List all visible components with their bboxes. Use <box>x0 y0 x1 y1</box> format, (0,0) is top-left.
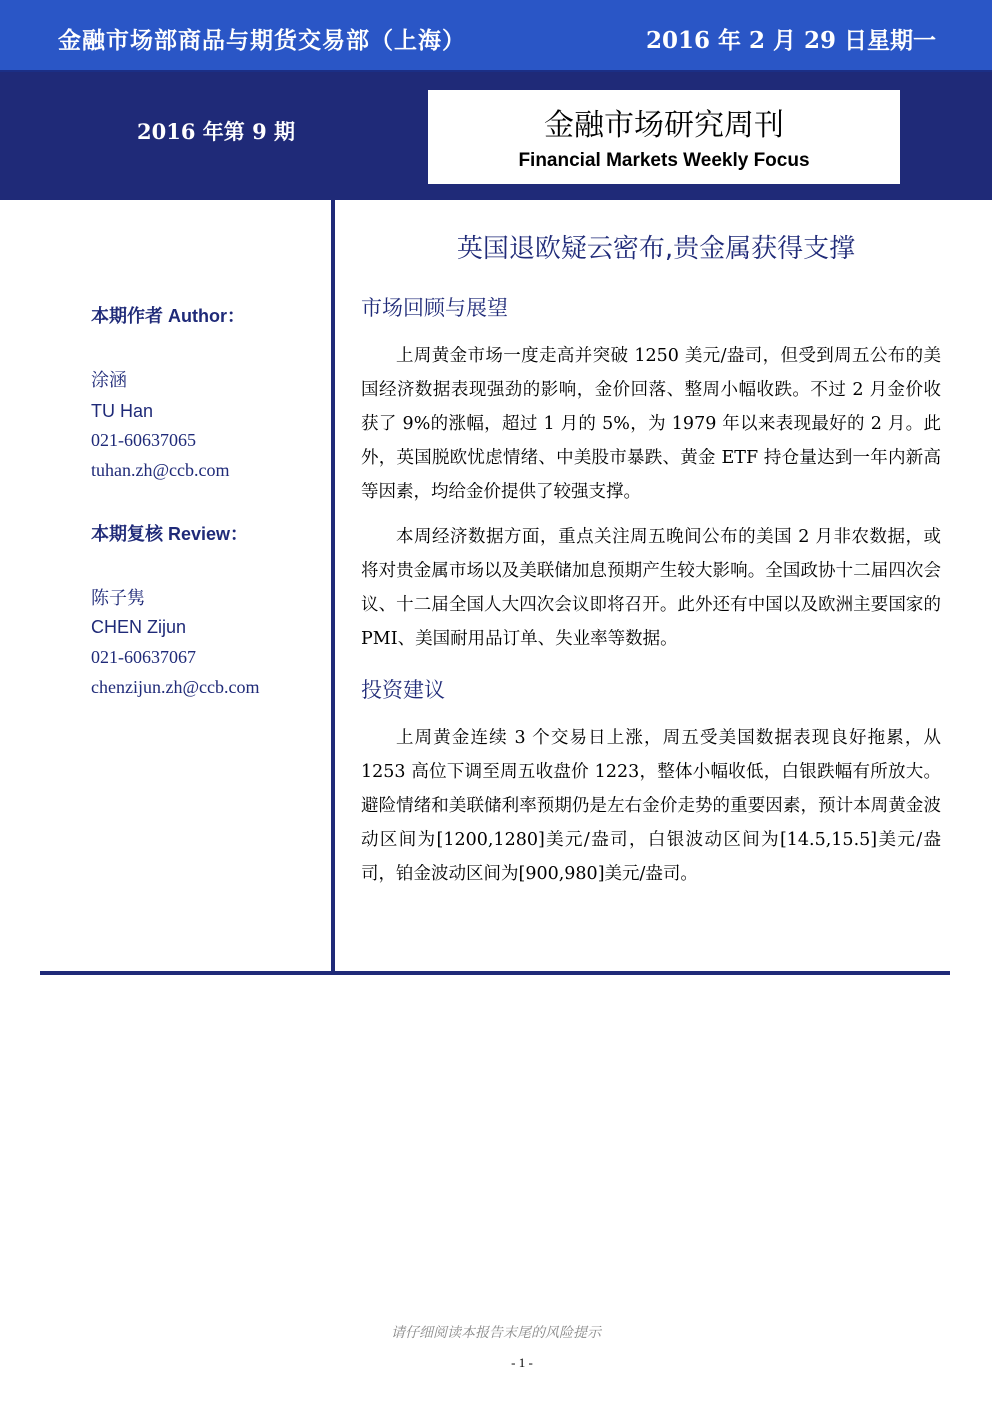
section-title-market-review: 市场回顾与展望 <box>361 296 508 320</box>
paragraph-market-review: 上周黄金市场一度走高并突破 1250 美元/盎司，但受到周五公布的美国经济数据表现强劲的影响，金价回落、整周小幅收跌。不过 2 月金价收获了 9%的涨幅，超过 1 月的 5%，为 1979 年以来表现最好的 2 月。此外，英国脱欧忧虑情绪、中美股市暴跌、黄金 ETF 持仓量达到一年内新高等因素，均给金价提供了较强支撑。 <box>361 346 941 502</box>
risk-notice: 请仔细阅读本报告末尾的风险提示 <box>391 1325 601 1341</box>
author-name-cn: 涂涵 <box>91 370 127 391</box>
author-heading <box>91 302 245 328</box>
paragraph-investment-advice: 上周黄金连续 3 个交易日上涨，周五受美国数据表现良好拖累，从 1253 高位下调至周五收盘价 1223，整体小幅收低，白银跌幅有所放大。避险情绪和美联储利率预期仍是左右金价走势的重要因素，预计本周黄金波动区间为[1200,1280]美元/盎司，白银波动区间为[14.5,15.5]美元/盎司，铂金波动区间为[900,980]美元/盎司。 <box>361 728 941 884</box>
review-heading-cn: 本期复核 <box>91 524 163 545</box>
article-body <box>361 228 941 884</box>
reviewer-phone: 021-60637067 <box>91 647 196 667</box>
publication-title-cn: 金融市场研究周刊 <box>544 108 784 143</box>
report-date: 2016 年 2 月 29 日星期一 <box>645 27 936 54</box>
author-heading-en: Author： <box>163 306 245 326</box>
paragraph-economic-data: 本周经济数据方面，重点关注周五晚间公布的美国 2 月非农数据，或将对贵金属市场以及美联储加息预期产生较大影响。全国政协十二届四次会议、十二届全国人大四次会议即将召开。此外还有中国以及欧洲主要国家的 PMI、美国耐用品订单、失业率等数据。 <box>361 527 941 649</box>
column-divider <box>331 200 335 972</box>
reviewer-email[interactable]: chenzijun.zh@ccb.com <box>91 677 260 697</box>
section-title-investment-advice: 投资建议 <box>361 678 445 702</box>
reviewer-name-en: CHEN Zijun <box>91 617 187 637</box>
masthead-title-box <box>428 90 900 184</box>
article-headline: 英国退欧疑云密布,贵金属获得支撑 <box>456 234 856 264</box>
page-number: - 1 - <box>511 1355 533 1370</box>
author-email[interactable]: tuhan.zh@ccb.com <box>91 460 230 480</box>
review-heading-en: Review： <box>163 524 249 544</box>
bottom-rule <box>40 971 950 975</box>
header-bar <box>0 0 992 72</box>
department-name: 金融市场部商品与期货交易部（上海） <box>58 28 466 54</box>
author-heading-cn: 本期作者 <box>91 306 163 327</box>
issue-number: 2016 年第 9 期 <box>137 119 295 144</box>
author-name-en: TU Han <box>91 401 154 421</box>
publication-title-en: Financial Markets Weekly Focus <box>518 150 810 171</box>
reviewer-name-cn: 陈子隽 <box>91 588 145 609</box>
author-phone: 021-60637065 <box>91 430 196 450</box>
review-heading <box>91 520 248 546</box>
